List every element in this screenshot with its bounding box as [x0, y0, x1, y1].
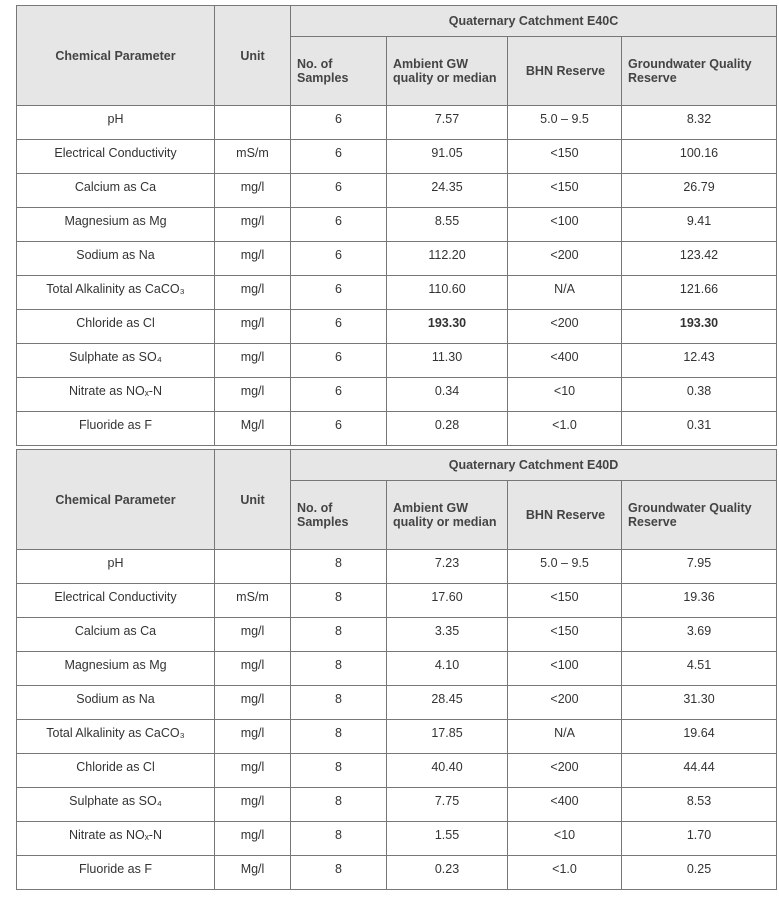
column-header-parameter: Chemical Parameter: [17, 6, 215, 106]
unit-cell: mg/l: [215, 378, 291, 412]
ambient-cell: 91.05: [387, 140, 508, 174]
bhn-cell: 5.0 – 9.5: [508, 550, 622, 584]
parameter-cell: Calcium as Ca: [17, 174, 215, 208]
gwq-cell: 1.70: [622, 822, 777, 856]
table-row: [17, 242, 777, 276]
table-row: [17, 720, 777, 754]
column-header-ambient: Ambient GW quality or median: [387, 481, 508, 550]
parameter-cell: Calcium as Ca: [17, 618, 215, 652]
parameter-cell: Electrical Conductivity: [17, 584, 215, 618]
samples-cell: 6: [291, 106, 387, 140]
gwq-cell: 193.30: [622, 310, 777, 344]
unit-cell: mS/m: [215, 584, 291, 618]
column-header-gwq: Groundwater Quality Reserve: [622, 481, 777, 550]
samples-cell: 6: [291, 378, 387, 412]
samples-cell: 8: [291, 788, 387, 822]
column-header-bhn: BHN Reserve: [508, 481, 622, 550]
catchment-table-e40c: [16, 5, 777, 446]
bhn-cell: <100: [508, 652, 622, 686]
unit-cell: mg/l: [215, 174, 291, 208]
bhn-cell: <10: [508, 822, 622, 856]
table-row: [17, 140, 777, 174]
ambient-cell: 8.55: [387, 208, 508, 242]
table-row: [17, 788, 777, 822]
unit-cell: Mg/l: [215, 412, 291, 446]
ambient-cell: 24.35: [387, 174, 508, 208]
bhn-cell: N/A: [508, 276, 622, 310]
unit-cell: mg/l: [215, 788, 291, 822]
ambient-cell: 7.57: [387, 106, 508, 140]
column-header-gwq: Groundwater Quality Reserve: [622, 37, 777, 106]
column-header-unit: Unit: [215, 6, 291, 106]
ambient-cell: 112.20: [387, 242, 508, 276]
table-row: [17, 174, 777, 208]
samples-cell: 8: [291, 754, 387, 788]
header-row: [17, 450, 777, 481]
table-row: [17, 686, 777, 720]
unit-cell: mg/l: [215, 754, 291, 788]
table-row: [17, 276, 777, 310]
ambient-cell: 7.23: [387, 550, 508, 584]
parameter-cell: pH: [17, 550, 215, 584]
gwq-cell: 3.69: [622, 618, 777, 652]
bhn-cell: <150: [508, 584, 622, 618]
table-row: [17, 856, 777, 890]
ambient-cell: 0.28: [387, 412, 508, 446]
table-row: [17, 550, 777, 584]
table-row: [17, 378, 777, 412]
bhn-cell: 5.0 – 9.5: [508, 106, 622, 140]
parameter-cell: Sodium as Na: [17, 242, 215, 276]
gwq-cell: 0.31: [622, 412, 777, 446]
column-header-samples: No. of Samples: [291, 37, 387, 106]
unit-cell: mg/l: [215, 344, 291, 378]
ambient-cell: 28.45: [387, 686, 508, 720]
samples-cell: 8: [291, 856, 387, 890]
bhn-cell: <150: [508, 140, 622, 174]
gwq-cell: 121.66: [622, 276, 777, 310]
gwq-cell: 19.64: [622, 720, 777, 754]
ambient-cell: 110.60: [387, 276, 508, 310]
gwq-cell: 12.43: [622, 344, 777, 378]
parameter-cell: Total Alkalinity as CaCO₃: [17, 720, 215, 754]
column-header-ambient: Ambient GW quality or median: [387, 37, 508, 106]
unit-cell: mg/l: [215, 276, 291, 310]
unit-cell: Mg/l: [215, 856, 291, 890]
parameter-cell: Sulphate as SO₄: [17, 788, 215, 822]
parameter-cell: Chloride as Cl: [17, 754, 215, 788]
ambient-cell: 193.30: [387, 310, 508, 344]
parameter-cell: Chloride as Cl: [17, 310, 215, 344]
ambient-cell: 4.10: [387, 652, 508, 686]
table-row: [17, 618, 777, 652]
samples-cell: 8: [291, 584, 387, 618]
parameter-cell: Sulphate as SO₄: [17, 344, 215, 378]
column-header-bhn: BHN Reserve: [508, 37, 622, 106]
parameter-cell: Total Alkalinity as CaCO₃: [17, 276, 215, 310]
samples-cell: 8: [291, 618, 387, 652]
ambient-cell: 3.35: [387, 618, 508, 652]
unit-cell: mg/l: [215, 686, 291, 720]
table-row: [17, 106, 777, 140]
ambient-cell: 0.34: [387, 378, 508, 412]
table-row: [17, 344, 777, 378]
bhn-cell: <200: [508, 242, 622, 276]
parameter-cell: Sodium as Na: [17, 686, 215, 720]
catchment-title: Quaternary Catchment E40C: [291, 6, 777, 37]
samples-cell: 6: [291, 242, 387, 276]
gwq-cell: 19.36: [622, 584, 777, 618]
unit-cell: [215, 106, 291, 140]
bhn-cell: <100: [508, 208, 622, 242]
samples-cell: 8: [291, 652, 387, 686]
unit-cell: mg/l: [215, 618, 291, 652]
catchment-title: Quaternary Catchment E40D: [291, 450, 777, 481]
samples-cell: 6: [291, 344, 387, 378]
table-row: [17, 412, 777, 446]
samples-cell: 6: [291, 140, 387, 174]
header-row: [17, 6, 777, 37]
table-row: [17, 584, 777, 618]
catchment-table-e40d: [16, 449, 777, 890]
gwq-cell: 0.38: [622, 378, 777, 412]
unit-cell: mg/l: [215, 208, 291, 242]
table-row: [17, 310, 777, 344]
ambient-cell: 0.23: [387, 856, 508, 890]
ambient-cell: 11.30: [387, 344, 508, 378]
samples-cell: 6: [291, 276, 387, 310]
column-header-unit: Unit: [215, 450, 291, 550]
ambient-cell: 1.55: [387, 822, 508, 856]
gwq-cell: 9.41: [622, 208, 777, 242]
unit-cell: mg/l: [215, 310, 291, 344]
parameter-cell: Nitrate as NOₓ-N: [17, 378, 215, 412]
column-header-samples: No. of Samples: [291, 481, 387, 550]
gwq-cell: 8.32: [622, 106, 777, 140]
gwq-cell: 26.79: [622, 174, 777, 208]
ambient-cell: 17.85: [387, 720, 508, 754]
unit-cell: mg/l: [215, 720, 291, 754]
table-row: [17, 652, 777, 686]
parameter-cell: pH: [17, 106, 215, 140]
bhn-cell: <1.0: [508, 856, 622, 890]
gwq-cell: 0.25: [622, 856, 777, 890]
gwq-cell: 8.53: [622, 788, 777, 822]
bhn-cell: <400: [508, 344, 622, 378]
gwq-cell: 4.51: [622, 652, 777, 686]
samples-cell: 8: [291, 822, 387, 856]
bhn-cell: <400: [508, 788, 622, 822]
gwq-cell: 31.30: [622, 686, 777, 720]
bhn-cell: N/A: [508, 720, 622, 754]
unit-cell: mg/l: [215, 242, 291, 276]
parameter-cell: Nitrate as NOₓ-N: [17, 822, 215, 856]
bhn-cell: <1.0: [508, 412, 622, 446]
table-row: [17, 208, 777, 242]
table-row: [17, 754, 777, 788]
unit-cell: mS/m: [215, 140, 291, 174]
ambient-cell: 40.40: [387, 754, 508, 788]
gwq-cell: 7.95: [622, 550, 777, 584]
samples-cell: 8: [291, 720, 387, 754]
ambient-cell: 17.60: [387, 584, 508, 618]
samples-cell: 6: [291, 208, 387, 242]
unit-cell: [215, 550, 291, 584]
unit-cell: mg/l: [215, 822, 291, 856]
unit-cell: mg/l: [215, 652, 291, 686]
bhn-cell: <10: [508, 378, 622, 412]
bhn-cell: <200: [508, 310, 622, 344]
bhn-cell: <200: [508, 754, 622, 788]
parameter-cell: Fluoride as F: [17, 856, 215, 890]
samples-cell: 8: [291, 550, 387, 584]
samples-cell: 6: [291, 174, 387, 208]
bhn-cell: <200: [508, 686, 622, 720]
gwq-cell: 44.44: [622, 754, 777, 788]
parameter-cell: Fluoride as F: [17, 412, 215, 446]
bhn-cell: <150: [508, 618, 622, 652]
ambient-cell: 7.75: [387, 788, 508, 822]
samples-cell: 6: [291, 310, 387, 344]
gwq-cell: 123.42: [622, 242, 777, 276]
samples-cell: 8: [291, 686, 387, 720]
gwq-cell: 100.16: [622, 140, 777, 174]
table-row: [17, 822, 777, 856]
bhn-cell: <150: [508, 174, 622, 208]
column-header-parameter: Chemical Parameter: [17, 450, 215, 550]
parameter-cell: Magnesium as Mg: [17, 652, 215, 686]
parameter-cell: Electrical Conductivity: [17, 140, 215, 174]
parameter-cell: Magnesium as Mg: [17, 208, 215, 242]
samples-cell: 6: [291, 412, 387, 446]
